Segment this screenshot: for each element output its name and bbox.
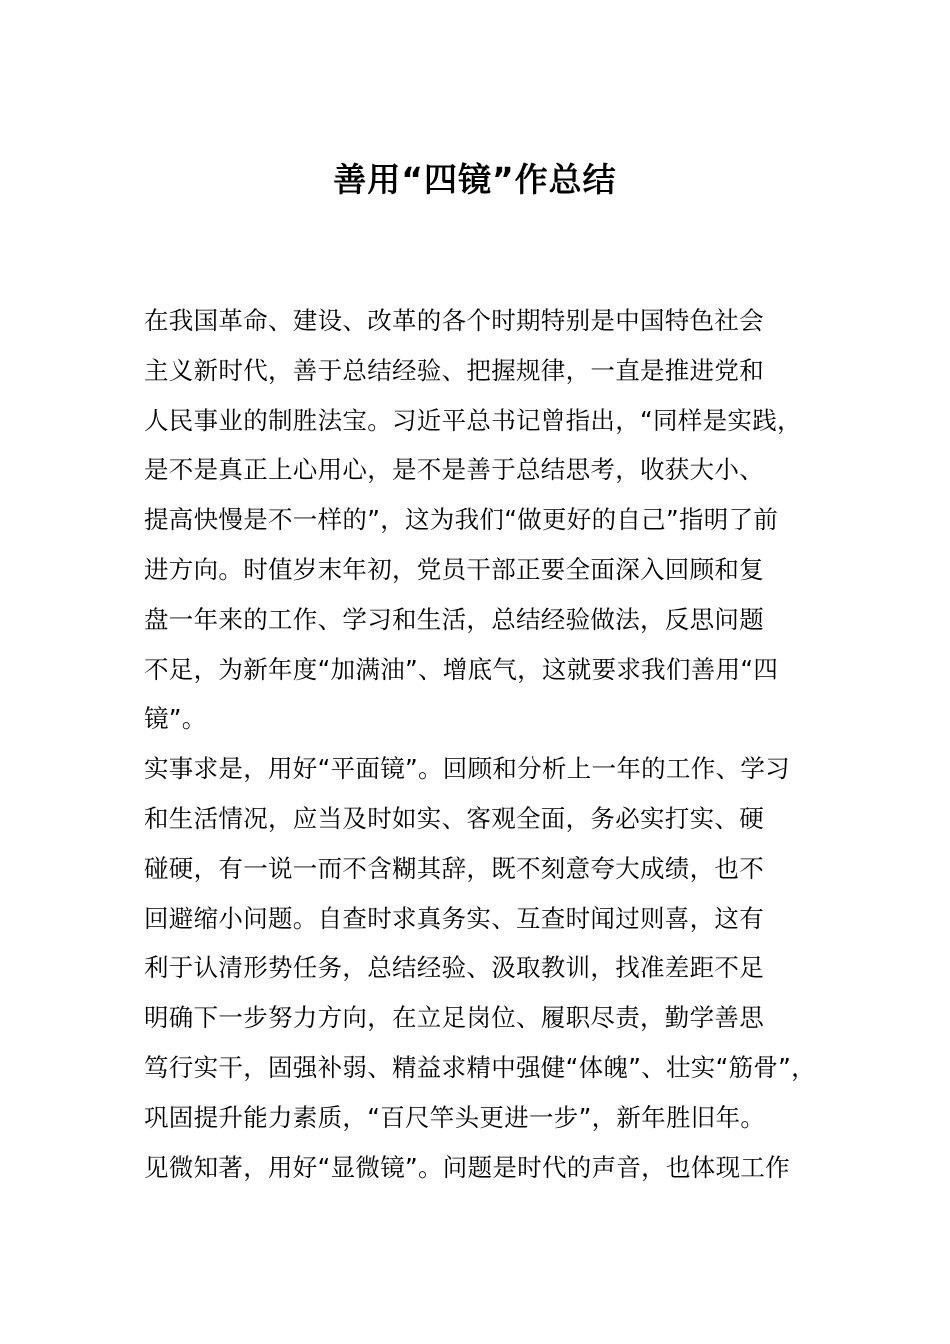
text-line: 回避缩小问题。自查时求真务实、互查时闻过则喜，这有 bbox=[144, 903, 764, 933]
text-line: 和生活情况，应当及时如实、客观全面，务必实打实、硬 bbox=[144, 803, 764, 833]
text-line: 主义新时代，善于总结经验、把握规律，一直是推进党和 bbox=[144, 355, 764, 385]
document-title: 善用“四镜”作总结 bbox=[333, 160, 617, 199]
text-line: 是不是真正上心用心，是不是善于总结思考，收获大小、 bbox=[144, 455, 764, 485]
text-line: 巩固提升能力素质，“百尺竿头更进一步”，新年胜旧年。 bbox=[144, 1102, 766, 1132]
text-line: 提高快慢是不一样的”，这为我们“做更好的自己”指明了前 bbox=[144, 505, 779, 535]
text-line: 进方向。时值岁末年初，党员干部正要全面深入回顾和复 bbox=[144, 554, 764, 584]
text-line: 明确下一步努力方向，在立足岗位、履职尽责，勤学善思 bbox=[144, 1003, 764, 1033]
document-body bbox=[144, 296, 834, 1192]
text-line: 不足，为新年度“加满油”、增底气，这就要求我们善用“四 bbox=[144, 654, 779, 684]
text-line: 镜”。 bbox=[144, 704, 207, 734]
text-line: 见微知著，用好“显微镜”。问题是时代的声音，也体现工作 bbox=[144, 1152, 790, 1182]
text-line: 实事求是，用好“平面镜”。回顾和分析上一年的工作、学习 bbox=[144, 754, 790, 784]
text-line: 笃行实干，固强补弱、精益求精中强健“体魄”、壮实“筋骨”， bbox=[144, 1052, 816, 1082]
text-line: 盘一年来的工作、学习和生活，总结经验做法，反思问题 bbox=[144, 604, 764, 634]
text-line: 人民事业的制胜法宝。习近平总书记曾指出，“同样是实践， bbox=[144, 405, 802, 435]
text-line: 利于认清形势任务，总结经验、汲取教训，找准差距不足 bbox=[144, 953, 764, 983]
text-line: 在我国革命、建设、改革的各个时期特别是中国特色社会 bbox=[144, 306, 764, 335]
text-line: 碰硬，有一说一而不含糊其辞，既不刻意夸大成绩，也不 bbox=[144, 853, 764, 883]
